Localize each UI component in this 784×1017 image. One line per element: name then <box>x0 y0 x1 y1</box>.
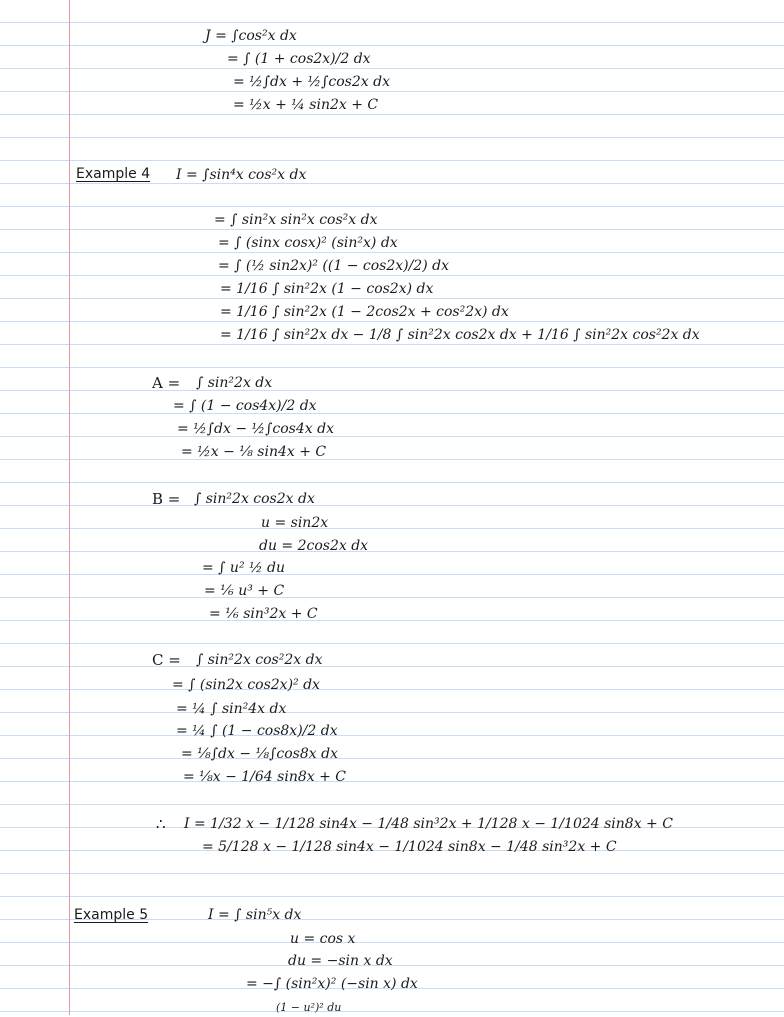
c-line-2: = ∫ (sin2x cos2x)² dx <box>172 677 320 693</box>
example-4-step-2: = ∫ (sinx cosx)² (sin²x) dx <box>218 235 398 251</box>
b-line-2: = ∫ u² ½ du <box>202 560 286 576</box>
b-substitution-u: u = sin2x <box>261 515 329 531</box>
b-line-1: ∫ sin²2x cos2x dx <box>194 491 315 507</box>
a-line-3: = ½∫dx − ½∫cos4x dx <box>177 421 334 437</box>
a-line-1: ∫ sin²2x dx <box>196 375 273 391</box>
b-line-3: = ⅙ u³ + C <box>204 583 285 599</box>
c-line-6: = ⅛x − 1/64 sin8x + C <box>183 769 346 785</box>
result-line-1: I = 1/32 x − 1/128 sin4x − 1/48 sin³2x + 1/128 x − 1/1024 sin8x + C <box>184 816 673 832</box>
a-line-4: = ½x − ⅛ sin4x + C <box>181 444 327 460</box>
example-4-step-5: = 1/16 ∫ sin²2x (1 − 2cos2x + cos²2x) dx <box>220 304 509 320</box>
result-line-2: = 5/128 x − 1/128 sin4x − 1/1024 sin8x − 1/48 sin³2x + C <box>202 839 617 855</box>
example-4-step-3: = ∫ (½ sin2x)² ((1 − cos2x)/2) dx <box>218 258 449 274</box>
j-line-3: = ½∫dx + ½∫cos2x dx <box>233 74 390 90</box>
example-4-step-4: = 1/16 ∫ sin²2x (1 − cos2x) dx <box>220 281 434 297</box>
a-line-2: = ∫ (1 − cos4x)/2 dx <box>173 398 317 414</box>
c-line-4: = ¼ ∫ (1 − cos8x)/2 dx <box>176 723 338 739</box>
example-5-step-1: = −∫ (sin²x)² (−sin x) dx <box>246 976 418 992</box>
b-substitution-du: du = 2cos2x dx <box>259 538 369 554</box>
example-4-heading: Example 4 <box>76 166 151 182</box>
example-5-underbrace-notes: (1 − u²)² du <box>276 1001 342 1014</box>
example-5-substitution-du: du = −sin x dx <box>288 953 393 969</box>
j-line-1: J = ∫cos²x dx <box>205 28 297 44</box>
j-line-2: = ∫ (1 + cos2x)/2 dx <box>227 51 371 67</box>
example-4-step-1: = ∫ sin²x sin²x cos²x dx <box>214 212 378 228</box>
c-line-3: = ¼ ∫ sin²4x dx <box>176 701 287 717</box>
b-line-4: = ⅙ sin³2x + C <box>209 606 318 622</box>
example-5-statement: I = ∫ sin⁵x dx <box>208 907 302 923</box>
c-label: C = <box>152 651 181 669</box>
a-label: A = <box>152 374 181 392</box>
c-line-1: ∫ sin²2x cos²2x dx <box>196 652 323 668</box>
c-line-5: = ⅛∫dx − ⅛∫cos8x dx <box>181 746 338 762</box>
j-line-4: = ½x + ¼ sin2x + C <box>233 97 379 113</box>
page-margin-line <box>69 0 70 1015</box>
example-4-statement: I = ∫sin⁴x cos²x dx <box>176 167 307 183</box>
therefore-symbol: ∴ <box>156 815 166 833</box>
example-5-substitution-u: u = cos x <box>290 931 356 947</box>
b-label: B = <box>152 490 181 508</box>
example-4-step-6: = 1/16 ∫ sin²2x dx − 1/8 ∫ sin²2x cos2x dx + 1/16 ∫ sin²2x cos²2x dx <box>220 327 700 343</box>
example-5-heading: Example 5 <box>74 907 149 923</box>
